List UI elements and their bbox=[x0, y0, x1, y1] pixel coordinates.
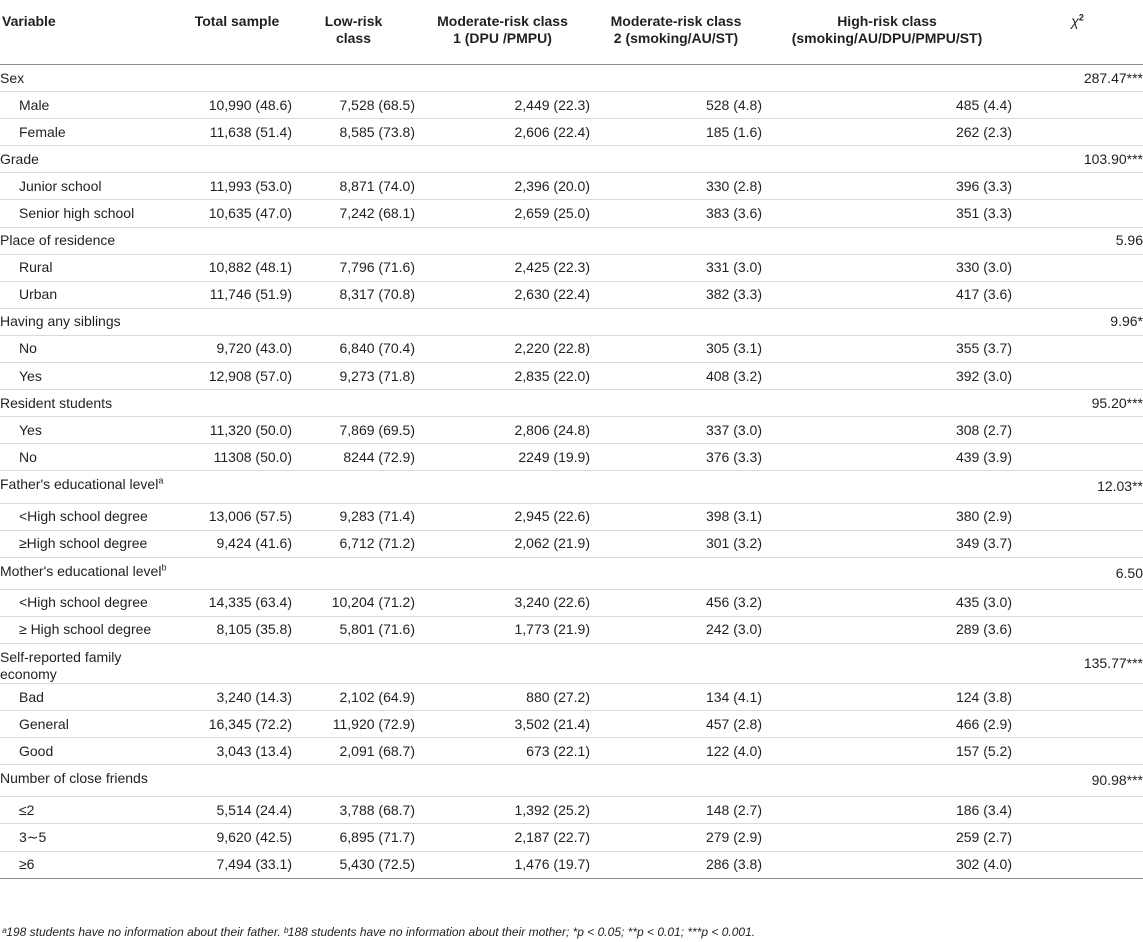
cell-value bbox=[182, 390, 292, 417]
cell-value bbox=[182, 308, 292, 335]
cell-value: 11,993 (53.0) bbox=[182, 173, 292, 200]
header-line: 2 (smoking/AU/ST) bbox=[613, 30, 739, 46]
chi-square-value bbox=[1012, 363, 1143, 390]
cell-value: 2,091 (68.7) bbox=[292, 738, 415, 765]
header-low-risk bbox=[292, 0, 415, 65]
cell-value bbox=[590, 765, 762, 797]
cell-value: 392 (3.0) bbox=[762, 363, 1012, 390]
cell-value bbox=[415, 146, 590, 173]
cell-value: 2,449 (22.3) bbox=[415, 92, 590, 119]
cell-value: 2,606 (22.4) bbox=[415, 119, 590, 146]
cell-value: 673 (22.1) bbox=[415, 738, 590, 765]
table-row bbox=[0, 643, 1143, 683]
cell-value bbox=[292, 65, 415, 92]
chi-square-value bbox=[1012, 503, 1143, 530]
cell-value: 417 (3.6) bbox=[762, 281, 1012, 308]
cell-value bbox=[415, 65, 590, 92]
table-row bbox=[0, 557, 1143, 589]
header-line: Moderate-risk class bbox=[437, 13, 568, 29]
cell-value bbox=[762, 65, 1012, 92]
cell-value bbox=[182, 643, 292, 683]
chi-square-value bbox=[1012, 683, 1143, 710]
cell-value bbox=[590, 643, 762, 683]
chi-square-value: 90.98*** bbox=[1012, 765, 1143, 797]
header-chi-square: $\chi^2$ bbox=[1012, 0, 1143, 65]
table-row bbox=[0, 797, 1143, 824]
cell-value: 11,746 (51.9) bbox=[182, 281, 292, 308]
header-variable: Variable bbox=[0, 0, 182, 65]
cell-value: 2,187 (22.7) bbox=[415, 824, 590, 851]
chi-square-value bbox=[1012, 797, 1143, 824]
chi-square-value: 103.90*** bbox=[1012, 146, 1143, 173]
cell-value: 13,006 (57.5) bbox=[182, 503, 292, 530]
cell-value: 398 (3.1) bbox=[590, 503, 762, 530]
category-label: Bad bbox=[0, 683, 182, 710]
cell-value: 186 (3.4) bbox=[762, 797, 1012, 824]
cell-value: 16,345 (72.2) bbox=[182, 711, 292, 738]
cell-value: 286 (3.8) bbox=[590, 851, 762, 878]
category-label: ≥ High school degree bbox=[0, 616, 182, 643]
cell-value: 2,806 (24.8) bbox=[415, 417, 590, 444]
table-row bbox=[0, 851, 1143, 878]
category-label: No bbox=[0, 335, 182, 362]
cell-value: 185 (1.6) bbox=[590, 119, 762, 146]
cell-value: 134 (4.1) bbox=[590, 683, 762, 710]
table-footnote: ᵃ198 students have no information about their father. ᵇ188 students have no information about their mother; *p < 0.05; **p < 0.01; ***p < 0.001. bbox=[2, 925, 756, 939]
cell-value: 3,502 (21.4) bbox=[415, 711, 590, 738]
category-label: No bbox=[0, 444, 182, 471]
cell-value: 14,335 (63.4) bbox=[182, 589, 292, 616]
cell-value bbox=[182, 557, 292, 589]
cell-value: 2,659 (25.0) bbox=[415, 200, 590, 227]
category-label: Junior school bbox=[0, 173, 182, 200]
cell-value: 9,273 (71.8) bbox=[292, 363, 415, 390]
chi-square-value bbox=[1012, 444, 1143, 471]
cell-value bbox=[762, 557, 1012, 589]
chi-square-value bbox=[1012, 281, 1143, 308]
cell-value: 435 (3.0) bbox=[762, 589, 1012, 616]
table-row bbox=[0, 530, 1143, 557]
cell-value bbox=[182, 227, 292, 254]
cell-value: 408 (3.2) bbox=[590, 363, 762, 390]
cell-value: 11,320 (50.0) bbox=[182, 417, 292, 444]
chi-square-value: 9.96* bbox=[1012, 308, 1143, 335]
cell-value: 9,720 (43.0) bbox=[182, 335, 292, 362]
cell-value: 8,317 (70.8) bbox=[292, 281, 415, 308]
chi-square-value: 95.20*** bbox=[1012, 390, 1143, 417]
group-label: Father's educational level$^a$ bbox=[0, 471, 182, 503]
cell-value: 8,585 (73.8) bbox=[292, 119, 415, 146]
cell-value: 330 (2.8) bbox=[590, 173, 762, 200]
table-row bbox=[0, 335, 1143, 362]
group-label: Resident students bbox=[0, 390, 182, 417]
header-line: 1 (DPU /PMPU) bbox=[453, 30, 552, 46]
cell-value: 157 (5.2) bbox=[762, 738, 1012, 765]
cell-value bbox=[590, 65, 762, 92]
category-label: Urban bbox=[0, 281, 182, 308]
cell-value: 396 (3.3) bbox=[762, 173, 1012, 200]
cell-value bbox=[590, 557, 762, 589]
header-line: (smoking/AU/DPU/PMPU/ST) bbox=[791, 30, 983, 46]
category-label: Good bbox=[0, 738, 182, 765]
category-label: General bbox=[0, 711, 182, 738]
chi-square-value: 135.77*** bbox=[1012, 643, 1143, 683]
cell-value: 2,425 (22.3) bbox=[415, 254, 590, 281]
cell-value bbox=[762, 643, 1012, 683]
cell-value: 11,920 (72.9) bbox=[292, 711, 415, 738]
cell-value bbox=[182, 65, 292, 92]
cell-value: 9,424 (41.6) bbox=[182, 530, 292, 557]
chi-square-value bbox=[1012, 851, 1143, 878]
cell-value: 355 (3.7) bbox=[762, 335, 1012, 362]
cell-value: 2,396 (20.0) bbox=[415, 173, 590, 200]
cell-value: 122 (4.0) bbox=[590, 738, 762, 765]
category-label: 3∼5 bbox=[0, 824, 182, 851]
cell-value: 9,283 (71.4) bbox=[292, 503, 415, 530]
cell-value: 10,204 (71.2) bbox=[292, 589, 415, 616]
cell-value: 7,869 (69.5) bbox=[292, 417, 415, 444]
header-high-risk bbox=[762, 0, 1012, 65]
cell-value: 528 (4.8) bbox=[590, 92, 762, 119]
header-row bbox=[0, 0, 1143, 65]
cell-value: 331 (3.0) bbox=[590, 254, 762, 281]
chi-square-value: 287.47*** bbox=[1012, 65, 1143, 92]
table-row bbox=[0, 683, 1143, 710]
cell-value bbox=[415, 308, 590, 335]
cell-value: 1,773 (21.9) bbox=[415, 616, 590, 643]
category-label: Yes bbox=[0, 417, 182, 444]
table-row bbox=[0, 616, 1143, 643]
table-row bbox=[0, 444, 1143, 471]
category-label: ≥6 bbox=[0, 851, 182, 878]
cell-value: 10,990 (48.6) bbox=[182, 92, 292, 119]
table-row bbox=[0, 146, 1143, 173]
chi-square-value bbox=[1012, 616, 1143, 643]
cell-value bbox=[292, 227, 415, 254]
cell-value: 3,240 (22.6) bbox=[415, 589, 590, 616]
cell-value: 456 (3.2) bbox=[590, 589, 762, 616]
cell-value: 302 (4.0) bbox=[762, 851, 1012, 878]
cell-value: 330 (3.0) bbox=[762, 254, 1012, 281]
cell-value bbox=[415, 557, 590, 589]
table-body bbox=[0, 65, 1143, 879]
cell-value: 3,240 (14.3) bbox=[182, 683, 292, 710]
cell-value bbox=[292, 471, 415, 503]
category-label: Female bbox=[0, 119, 182, 146]
cell-value bbox=[415, 390, 590, 417]
cell-value: 5,430 (72.5) bbox=[292, 851, 415, 878]
cell-value: 10,635 (47.0) bbox=[182, 200, 292, 227]
cell-value bbox=[415, 227, 590, 254]
chi-square-value bbox=[1012, 589, 1143, 616]
cell-value: 8,871 (74.0) bbox=[292, 173, 415, 200]
cell-value: 308 (2.7) bbox=[762, 417, 1012, 444]
cell-value: 7,494 (33.1) bbox=[182, 851, 292, 878]
table-row bbox=[0, 200, 1143, 227]
cell-value bbox=[292, 390, 415, 417]
cell-value bbox=[415, 765, 590, 797]
chi-square-value bbox=[1012, 254, 1143, 281]
cell-value: 1,476 (19.7) bbox=[415, 851, 590, 878]
table-row bbox=[0, 471, 1143, 503]
cell-value: 124 (3.8) bbox=[762, 683, 1012, 710]
group-label: Place of residence bbox=[0, 227, 182, 254]
cell-value: 2,102 (64.9) bbox=[292, 683, 415, 710]
header-moderate-risk-1 bbox=[415, 0, 590, 65]
header-line: Low-risk bbox=[324, 13, 383, 29]
cell-value: 7,242 (68.1) bbox=[292, 200, 415, 227]
cell-value: 376 (3.3) bbox=[590, 444, 762, 471]
group-label: Sex bbox=[0, 65, 182, 92]
cell-value: 351 (3.3) bbox=[762, 200, 1012, 227]
cell-value: 148 (2.7) bbox=[590, 797, 762, 824]
cell-value bbox=[762, 471, 1012, 503]
header-line: class bbox=[335, 30, 372, 46]
chi-square-value bbox=[1012, 738, 1143, 765]
category-label: ≥High school degree bbox=[0, 530, 182, 557]
cell-value: 380 (2.9) bbox=[762, 503, 1012, 530]
cell-value bbox=[292, 557, 415, 589]
cell-value bbox=[590, 146, 762, 173]
cell-value bbox=[762, 308, 1012, 335]
cell-value: 2,062 (21.9) bbox=[415, 530, 590, 557]
cell-value: 301 (3.2) bbox=[590, 530, 762, 557]
table-row bbox=[0, 65, 1143, 92]
category-label: Yes bbox=[0, 363, 182, 390]
cell-value bbox=[182, 765, 292, 797]
header-total-sample: Total sample bbox=[182, 0, 292, 65]
cell-value: 9,620 (42.5) bbox=[182, 824, 292, 851]
cell-value: 2,630 (22.4) bbox=[415, 281, 590, 308]
cell-value: 3,043 (13.4) bbox=[182, 738, 292, 765]
chi-square-value bbox=[1012, 530, 1143, 557]
chi-square-value bbox=[1012, 92, 1143, 119]
chi-square-value bbox=[1012, 711, 1143, 738]
group-label: Grade bbox=[0, 146, 182, 173]
table-row bbox=[0, 281, 1143, 308]
cell-value: 337 (3.0) bbox=[590, 417, 762, 444]
chi-square-value bbox=[1012, 335, 1143, 362]
category-label: <High school degree bbox=[0, 589, 182, 616]
cell-value bbox=[590, 227, 762, 254]
cell-value bbox=[590, 308, 762, 335]
chi-square-value: 6.50 bbox=[1012, 557, 1143, 589]
category-label: <High school degree bbox=[0, 503, 182, 530]
chi-square-value bbox=[1012, 200, 1143, 227]
group-label: Mother's educational level$^b$ bbox=[0, 557, 182, 589]
cell-value bbox=[292, 146, 415, 173]
table-row bbox=[0, 711, 1143, 738]
cell-value: 8,105 (35.8) bbox=[182, 616, 292, 643]
cell-value: 880 (27.2) bbox=[415, 683, 590, 710]
cell-value: 382 (3.3) bbox=[590, 281, 762, 308]
cell-value: 2,220 (22.8) bbox=[415, 335, 590, 362]
cell-value: 457 (2.8) bbox=[590, 711, 762, 738]
cell-value: 2,835 (22.0) bbox=[415, 363, 590, 390]
table-row bbox=[0, 227, 1143, 254]
cell-value: 11,638 (51.4) bbox=[182, 119, 292, 146]
cell-value: 5,801 (71.6) bbox=[292, 616, 415, 643]
cell-value: 11308 (50.0) bbox=[182, 444, 292, 471]
cell-value: 383 (3.6) bbox=[590, 200, 762, 227]
table-row bbox=[0, 254, 1143, 281]
table-row bbox=[0, 589, 1143, 616]
group-label: Having any siblings bbox=[0, 308, 182, 335]
cell-value: 1,392 (25.2) bbox=[415, 797, 590, 824]
cell-value: 10,882 (48.1) bbox=[182, 254, 292, 281]
chi-square-value bbox=[1012, 417, 1143, 444]
chi-square-value: 5.96 bbox=[1012, 227, 1143, 254]
table-row bbox=[0, 92, 1143, 119]
chi-square-value: 12.03** bbox=[1012, 471, 1143, 503]
chi-square-value bbox=[1012, 173, 1143, 200]
group-label: Self-reported family economy bbox=[0, 643, 182, 683]
cell-value bbox=[292, 308, 415, 335]
cell-value: 439 (3.9) bbox=[762, 444, 1012, 471]
group-label: Number of close friends bbox=[0, 765, 182, 797]
table-row bbox=[0, 390, 1143, 417]
cell-value bbox=[415, 643, 590, 683]
footnote-marker: a bbox=[158, 475, 164, 486]
cell-value bbox=[415, 471, 590, 503]
chi-square-value bbox=[1012, 824, 1143, 851]
category-label: Male bbox=[0, 92, 182, 119]
cell-value: 5,514 (24.4) bbox=[182, 797, 292, 824]
table-row bbox=[0, 824, 1143, 851]
cell-value: 259 (2.7) bbox=[762, 824, 1012, 851]
cell-value bbox=[762, 765, 1012, 797]
table-row bbox=[0, 765, 1143, 797]
cell-value: 7,796 (71.6) bbox=[292, 254, 415, 281]
table-row bbox=[0, 417, 1143, 444]
table-row bbox=[0, 173, 1143, 200]
cell-value: 6,895 (71.7) bbox=[292, 824, 415, 851]
cell-value bbox=[590, 390, 762, 417]
cell-value: 3,788 (68.7) bbox=[292, 797, 415, 824]
cell-value: 2249 (19.9) bbox=[415, 444, 590, 471]
header-moderate-risk-2 bbox=[590, 0, 762, 65]
cell-value: 289 (3.6) bbox=[762, 616, 1012, 643]
table-row bbox=[0, 119, 1143, 146]
cell-value: 8244 (72.9) bbox=[292, 444, 415, 471]
category-label: Senior high school bbox=[0, 200, 182, 227]
cell-value bbox=[292, 765, 415, 797]
cell-value: 485 (4.4) bbox=[762, 92, 1012, 119]
table-row bbox=[0, 738, 1143, 765]
header-line: High-risk class bbox=[837, 13, 937, 29]
chi-square-value bbox=[1012, 119, 1143, 146]
cell-value: 6,840 (70.4) bbox=[292, 335, 415, 362]
cell-value: 7,528 (68.5) bbox=[292, 92, 415, 119]
category-label: Rural bbox=[0, 254, 182, 281]
table-row bbox=[0, 503, 1143, 530]
cell-value bbox=[762, 227, 1012, 254]
header-line: Moderate-risk class bbox=[610, 13, 742, 29]
cell-value bbox=[762, 390, 1012, 417]
cell-value bbox=[292, 643, 415, 683]
cell-value: 2,945 (22.6) bbox=[415, 503, 590, 530]
cell-value: 279 (2.9) bbox=[590, 824, 762, 851]
table-row bbox=[0, 308, 1143, 335]
cell-value: 466 (2.9) bbox=[762, 711, 1012, 738]
cell-value bbox=[762, 146, 1012, 173]
category-label: ≤2 bbox=[0, 797, 182, 824]
cell-value bbox=[182, 146, 292, 173]
cell-value: 6,712 (71.2) bbox=[292, 530, 415, 557]
cell-value bbox=[182, 471, 292, 503]
footnote-marker: b bbox=[161, 562, 167, 573]
table-row bbox=[0, 363, 1143, 390]
cell-value: 305 (3.1) bbox=[590, 335, 762, 362]
cell-value: 262 (2.3) bbox=[762, 119, 1012, 146]
cell-value: 242 (3.0) bbox=[590, 616, 762, 643]
cell-value: 349 (3.7) bbox=[762, 530, 1012, 557]
cell-value: 12,908 (57.0) bbox=[182, 363, 292, 390]
cell-value bbox=[590, 471, 762, 503]
